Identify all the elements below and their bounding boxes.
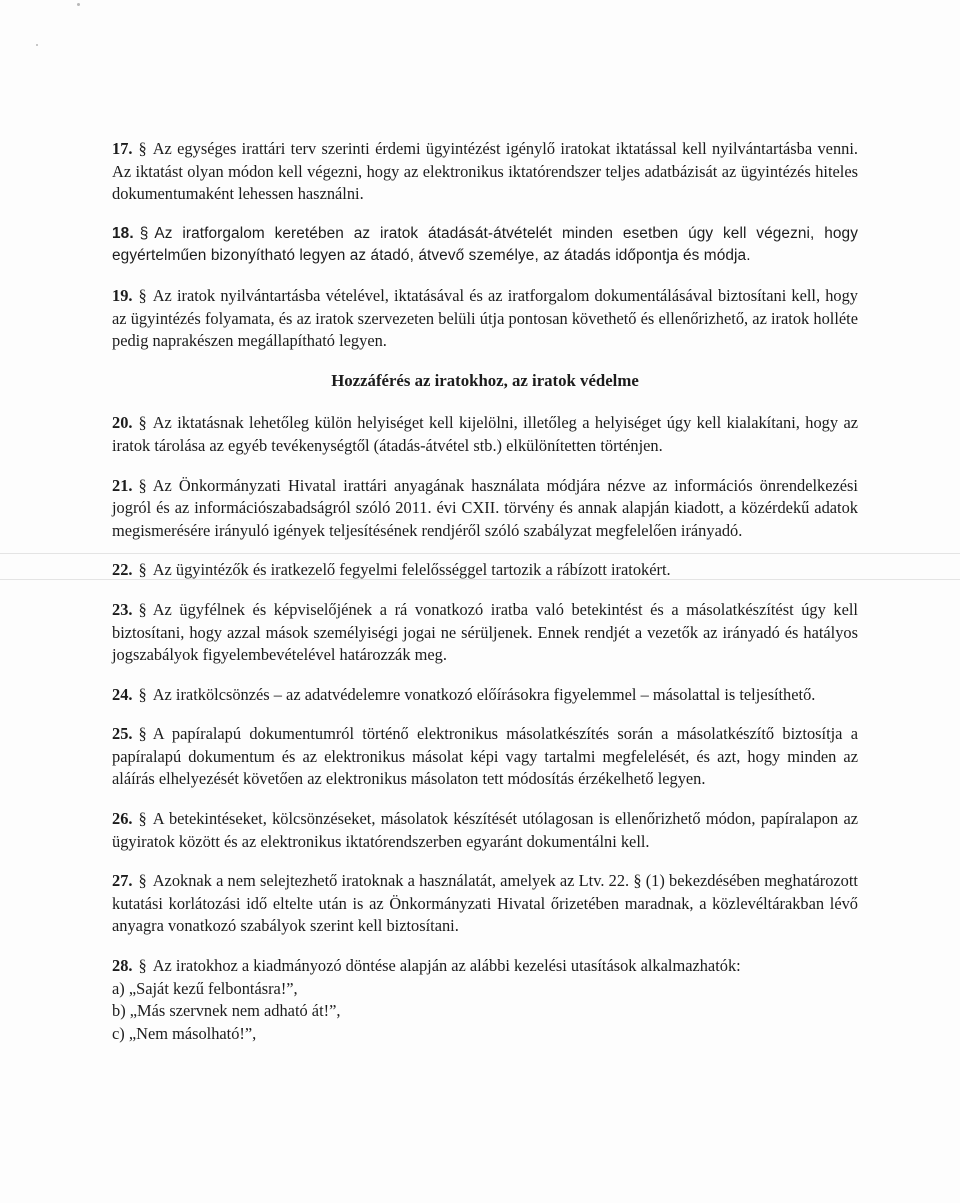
section-sign: § [138,475,147,495]
paragraph-number: 17. [112,139,133,158]
paragraph-text: Az iratokhoz a kiadmányozó döntése alapján az alábbi kezelési utasítások alkalmazhatók: [152,956,741,976]
paragraph-20 [112,412,858,457]
paragraph-number: 20. [112,413,133,433]
paragraph-text: Az iratok nyilvántartásba vételével, iktatásával és az iratforgalom dokumentálásával biztosítani kell, hogy az ügyintézés folyamata, és az iratok szervezeten belüli útja pontosan követhető és ellenőrizhető, az iratok holléte pedig naprakészen megállapítható legyen. [112,285,858,351]
section-sign: § [138,684,147,704]
handling-instruction-item: a) „Saját kezű felbontásra!”, [112,978,298,998]
paragraph-18 [112,223,858,268]
paragraph-text: Az ügyintézők és iratkezelő fegyelmi felelősséggel tartozik a rábízott iratokért. [152,560,671,580]
scan-speck [77,3,80,6]
paragraph-26 [112,808,858,853]
section-sign: § [138,724,147,744]
handling-instruction-item: b) „Más szervnek nem adható át!”, [112,1001,341,1021]
paragraph-text: Azoknak a nem selejtezhető iratoknak a használatát, amelyek az Ltv. 22. § (1) bekezdésében meghatározott kutatási korlátozási idő eltelte után is az Önkormányzati Hivatal őrizetében maradnak, a közlevéltárakban lévő anyagra vonatkozó szabályok szerint kell biztosítani. [112,871,858,936]
section-sign: § [138,285,147,305]
paragraph-number: 28. [112,956,133,976]
paragraph-17 [112,138,858,206]
section-heading: Hozzáférés az iratokhoz, az iratok védelme [331,370,639,390]
paragraph-text: Az egységes irattári terv szerinti érdemi ügyintézést igénylő iratokat iktatással kell nyilvántartásba venni. Az iktatást olyan módon kell végezni, hogy az elektronikus iktatórendszer teljes adatbázisát az ügyintézés hiteles dokumentumaként lehessen használni. [112,139,858,204]
paragraph-19 [112,285,858,353]
paragraph-text: Az iktatásnak lehetőleg külön helyiséget kell kijelölni, illetőleg a helyiséget úgy kell kialakítani, hogy az iratok tárolása az egyéb tevékenységtől (átadás-átvétel stb.) elkülönítetten történjen. [112,413,858,455]
paragraph-number: 24. [112,684,133,704]
paragraph-text: Az ügyfélnek és képviselőjének a rá vonatkozó iratba való betekintést és a másolatkészítést úgy kell biztosítani, hogy azzal mások személyiségi jogai ne sérüljenek. Ennek rendjét a vezetők az irányadó és hatályos jogszabályok figyelembevételével határozzák meg. [112,599,858,665]
section-sign: § [138,139,147,158]
section-sign: § [138,413,147,433]
paragraph-22 [112,559,858,582]
handling-instruction-item: c) „Nem másolható!”, [112,1023,257,1043]
paragraph-number: 23. [112,599,133,619]
section-sign: § [138,560,147,580]
paragraph-28 [112,955,858,1045]
paragraph-text: A papíralapú dokumentumról történő elektronikus másolatkészítés során a másolatkészítő biztosítja a papíralapú dokumentum és az elektronikus másolat képi vagy tartalmi megfelelését, és azt, hogy minden az aláírás elhelyezését követően az elektronikus másolaton tett módosítás érzékelhető legyen. [112,724,858,789]
paragraph-24 [112,684,858,707]
paragraph-text: A betekintéseket, kölcsönzéseket, másolatok készítését utólagosan is ellenőrizhető módon, papíralapon az ügyiratok között és az elektronikus iktatórendszerben egyaránt dokumentálni kell. [112,809,858,851]
section-sign: § [138,956,147,976]
paragraph-text: Az iratkölcsönzés – az adatvédelemre vonatkozó előírásokra figyelemmel – másolattal is teljesíthető. [152,684,816,704]
section-sign: § [138,809,147,829]
paragraph-number: 25. [112,724,133,744]
section-sign: § [138,871,147,891]
paragraph-25 [112,723,858,791]
scan-speck [36,44,38,46]
paragraph-number: 18. [112,224,134,242]
paragraph-text: Az iratforgalom keretében az iratok átadását-átvételét minden esetben úgy kell végezni, hogy egyértelműen bizonyítható legyen az átadó, átvevő személye, az átadás időpontja és módja. [112,224,858,265]
paragraph-number: 26. [112,809,133,829]
section-sign: § [139,224,149,242]
document-body [112,138,858,1062]
paragraph-number: 21. [112,475,133,495]
paragraph-text: Az Önkormányzati Hivatal irattári anyagának használata módjára nézve az információs önrendelkezési jogról és az információszabadságról szóló 2011. évi CXII. törvény és annak alapján kiadott, a közérdekű adatok megismerésére irányuló igények teljesítésének rendjéről szóló szabályzat megfelelően irányadó. [112,475,858,540]
paragraph-number: 22. [112,560,133,580]
section-sign: § [138,599,147,619]
paragraph-number: 27. [112,871,133,891]
paragraph-27 [112,870,858,938]
paragraph-23 [112,599,858,667]
paragraph-number: 19. [112,285,133,305]
paragraph-21 [112,475,858,543]
